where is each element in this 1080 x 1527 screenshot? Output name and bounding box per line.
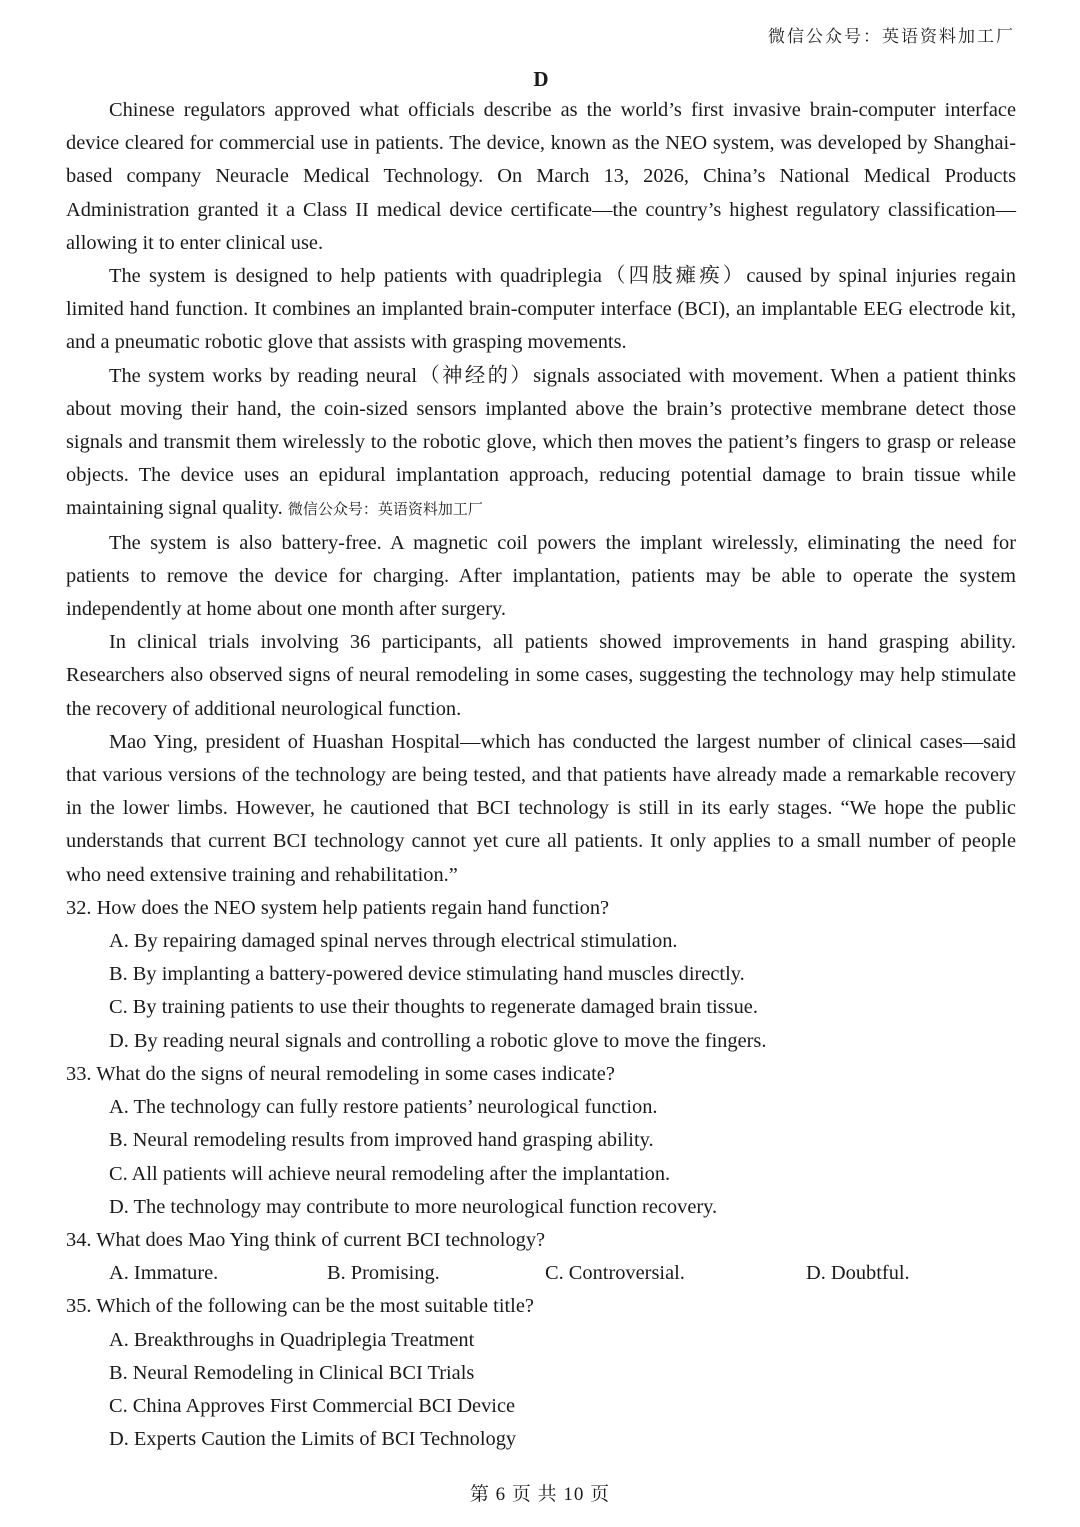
page-number: 第 6 页 共 10 页 (469, 1484, 611, 1505)
question-35-stem: 35. Which of the following can be the most suitable title? (66, 1295, 534, 1318)
passage-paragraph: In clinical trials involving 36 participants, all patients showed improvements in hand grasping ability. Researchers also observed signs of neural remodeling in some cases, suggesting the technology may help stimulate the recovery of additional neurological function. (66, 631, 1016, 720)
question-35-option-c: C. China Approves First Commercial BCI Device (109, 1394, 516, 1417)
question-32-stem: 32. How does the NEO system help patients regain hand function? (66, 896, 610, 919)
question-33-option-a: A. The technology can fully restore patients’ neurological function. (109, 1096, 658, 1119)
question-32-option-c: C. By training patients to use their thoughts to regenerate damaged brain tissue. (109, 996, 758, 1019)
passage-paragraph (66, 360, 1016, 527)
question-35-option-d: D. Experts Caution the Limits of BCI Technology (109, 1428, 517, 1451)
question-32-option-b: B. By implanting a battery-powered device stimulating hand muscles directly. (109, 963, 745, 986)
passage-paragraph: Mao Ying, president of Huashan Hospital—which has conducted the largest number of clinical cases—said that various versions of the technology are being tested, and that patients have already made a remarkable recovery in the lower limbs. However, he cautioned that BCI technology is still in its early stages. “We hope the public understands that current BCI technology cannot yet cure all patients. It only applies to a small number of people who need extensive training and rehabilitation.” (66, 730, 1016, 886)
paragraph-text: The system works by reading neural（神经的）signals associated with movement. When a patient thinks about moving their hand, the coin-sized sensors implanted above the brain’s protective membrane detect those signals and transmit them wirelessly to the robotic glove, which then moves the patient’s fingers to grasp or release objects. The device uses an epidural implantation approach, reducing potential damage to brain tissue while maintaining signal quality. (66, 364, 1016, 520)
document-body (66, 64, 1016, 1456)
question-34-option-d: D. Doubtful. (806, 1262, 910, 1285)
question-32-option-a: A. By repairing damaged spinal nerves through electrical stimulation. (109, 930, 678, 953)
question-35-option-a: A. Breakthroughs in Quadriplegia Treatment (109, 1328, 475, 1351)
inline-watermark: 微信公众号：英语资料加工厂 (287, 500, 483, 519)
header-watermark: 微信公众号：英语资料加工厂 (768, 27, 1015, 47)
question-33-option-d: D. The technology may contribute to more neurological function recovery. (109, 1195, 718, 1218)
question-34-option-b: B. Promising. (327, 1262, 440, 1285)
question-32-option-d: D. By reading neural signals and controlling a robotic glove to move the fingers. (109, 1029, 767, 1052)
passage-paragraph: Chinese regulators approved what officials describe as the world’s first invasive brain-computer interface device cleared for commercial use in patients. The device, known as the NEO system, was developed by Shanghai-based company Neuracle Medical Technology. On March 13, 2026, China’s National Medical Products Administration granted it a Class II medical device certificate—the country’s highest regulatory classification—allowing it to enter clinical use. (66, 99, 1016, 254)
question-34-options (109, 1257, 1016, 1290)
passage-label: D (533, 67, 549, 91)
question-35-option-b: B. Neural Remodeling in Clinical BCI Trials (109, 1361, 475, 1384)
question-34-option-a: A. Immature. (109, 1262, 219, 1285)
question-33-option-b: B. Neural remodeling results from improved hand grasping ability. (109, 1129, 654, 1152)
passage-paragraph: The system is designed to help patients with quadriplegia（四肢瘫痪）caused by spinal injuries regain limited hand function. It combines an implanted brain-computer interface (BCI), an implantable EEG electrode kit, and a pneumatic robotic glove that assists with grasping movements. (66, 265, 1016, 354)
question-34-stem: 34. What does Mao Ying think of current BCI technology? (66, 1228, 546, 1251)
question-33-stem: 33. What do the signs of neural remodeling in some cases indicate? (66, 1062, 615, 1085)
passage-paragraph: The system is also battery-free. A magnetic coil powers the implant wirelessly, eliminating the need for patients to remove the device for charging. After implantation, patients may be able to operate the system independently at home about one month after surgery. (66, 531, 1016, 621)
question-34-option-c: C. Controversial. (545, 1262, 685, 1285)
question-33-option-c: C. All patients will achieve neural remodeling after the implantation. (109, 1162, 671, 1185)
